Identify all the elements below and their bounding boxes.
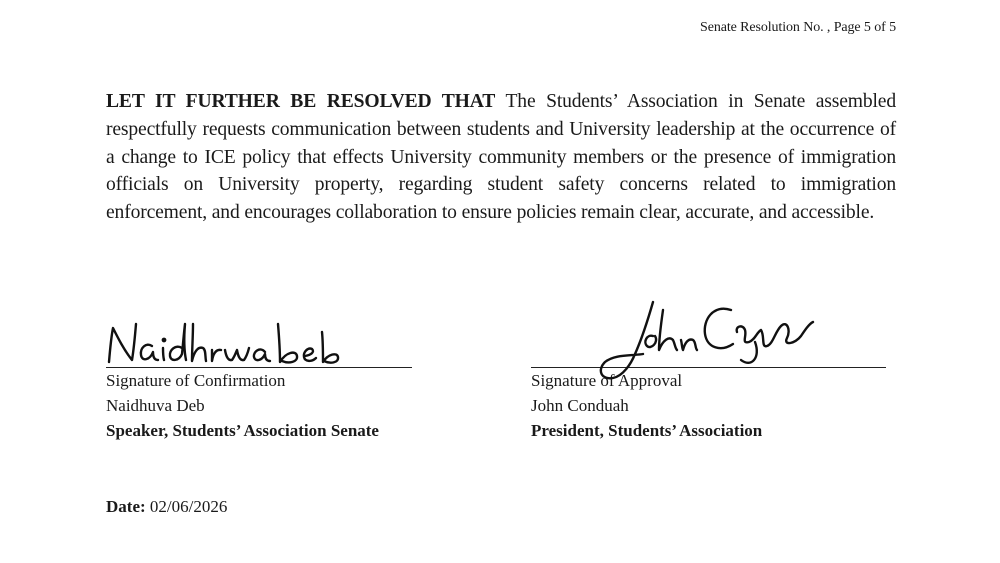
- date-line: [106, 497, 227, 517]
- resolution-lead: LET IT FURTHER BE RESOLVED THAT: [106, 91, 496, 112]
- resolution-paragraph: [106, 88, 896, 227]
- signature-area-confirmation: [106, 310, 412, 368]
- signer-name: Naidhuva Deb: [106, 396, 205, 415]
- resolution-body: The Students’ Association in Senate assembled respectfully requests communication between students and University leadership at the occurrence of a change to ICE policy that effects University community members or the presence of immigration officials on University property, regarding student safety concerns related to immigration enforcement, and encourages collaboration to ensure policies remain clear, accurate, and accessible.: [106, 91, 897, 224]
- signature-details-confirmation: [106, 368, 412, 443]
- signer-title: Speaker, Students’ Association Senate: [106, 421, 379, 440]
- signer-title: President, Students’ Association: [531, 421, 763, 440]
- handwritten-signature-naidhuva-deb: [106, 310, 366, 374]
- date-label: Date:: [106, 497, 146, 516]
- page-header: Senate Resolution No. , Page 5 of 5: [700, 20, 896, 35]
- signature-block-approval: [531, 310, 886, 443]
- signer-name: John Conduah: [531, 396, 629, 415]
- signature-area-approval: [531, 310, 886, 368]
- signature-caption: Signature of Approval: [531, 371, 683, 390]
- signature-caption: Signature of Confirmation: [106, 371, 286, 390]
- signature-block-confirmation: [106, 310, 412, 443]
- handwritten-signature-john-conduah: [591, 296, 851, 386]
- date-value: 02/06/2026: [145, 497, 228, 516]
